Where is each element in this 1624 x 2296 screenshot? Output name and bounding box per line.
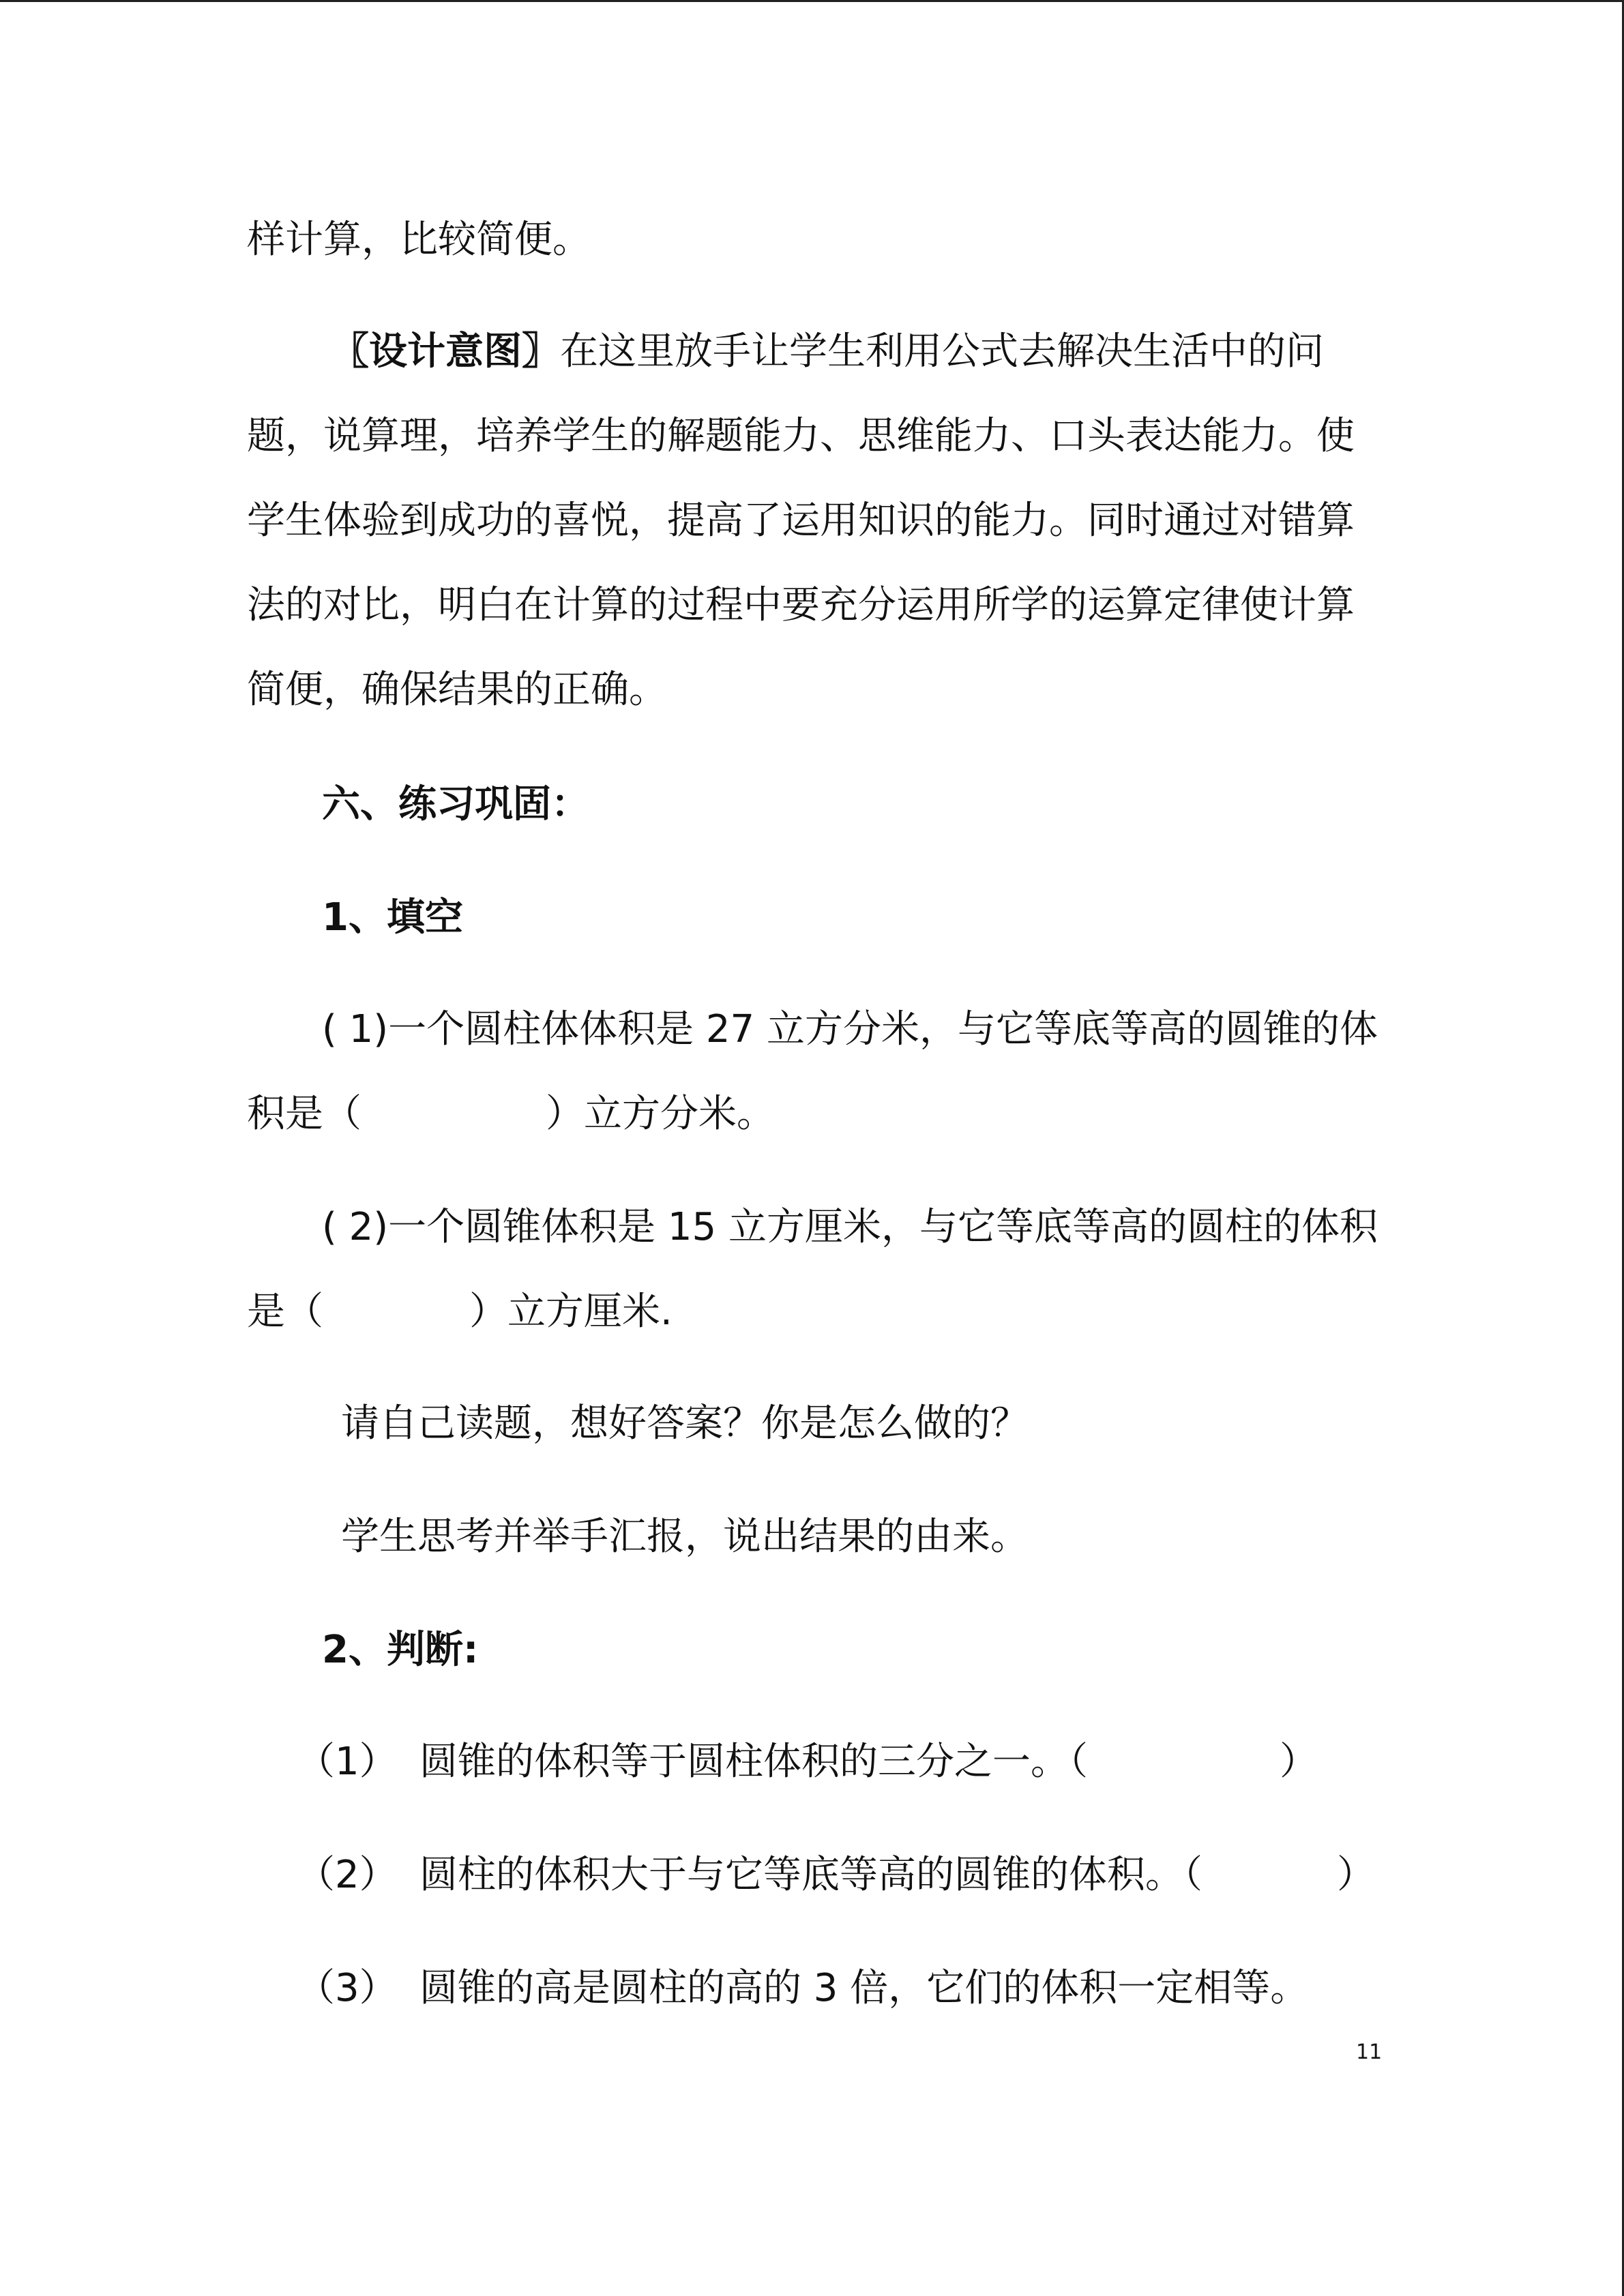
design-intent-label: 〖设计意图〗 bbox=[331, 329, 560, 374]
page-number: 11 bbox=[1356, 2040, 1383, 2064]
subheading-judgement: 2、判断: bbox=[322, 1628, 479, 1672]
question-answer-line bbox=[247, 1087, 775, 1142]
answer-suffix: ）立方厘米. bbox=[469, 1289, 673, 1334]
design-intent-text: 在这里放手让学生利用公式去解决生活中的问 bbox=[560, 329, 1324, 374]
paragraph-line: 样计算，比较简便。 bbox=[247, 218, 591, 262]
answer-prefix: 是（ bbox=[247, 1289, 323, 1334]
instruction-line: 请自己读题，想好答案？你是怎么做的？ bbox=[341, 1401, 1029, 1446]
section-heading-practice: 六、练习巩固： bbox=[322, 782, 589, 826]
paragraph-line: 法的对比，明白在计算的过程中要充分运用所学的运算定律使计算 bbox=[247, 583, 1355, 627]
design-intent-line bbox=[331, 325, 1324, 379]
judgement-item-number: （2） bbox=[297, 1853, 398, 1897]
judgement-item-number: （1） bbox=[297, 1740, 398, 1784]
question-line: ( 2)一个圆锥体积是 15 立方厘米，与它等底等高的圆柱的体积 bbox=[322, 1205, 1378, 1249]
judgement-item-close: ） bbox=[1280, 1740, 1318, 1784]
paragraph-line: 题，说算理，培养学生的解题能力、思维能力、口头表达能力。使 bbox=[247, 414, 1355, 458]
answer-suffix: ）立方分米。 bbox=[546, 1092, 775, 1136]
judgement-item-number: （3） bbox=[297, 1966, 398, 2010]
instruction-line: 学生思考并举手汇报，说出结果的由来。 bbox=[341, 1515, 1029, 1559]
paragraph-line: 简便，确保结果的正确。 bbox=[247, 668, 667, 712]
paragraph-line: 学生体验到成功的喜悦，提高了运用知识的能力。同时通过对错算 bbox=[247, 498, 1355, 543]
question-answer-line bbox=[247, 1285, 673, 1339]
question-line: ( 1)一个圆柱体体积是 27 立方分米，与它等底等高的圆锥的体 bbox=[322, 1007, 1378, 1052]
judgement-item-close: ） bbox=[1337, 1853, 1375, 1897]
judgement-item-text: 圆锥的高是圆柱的高的 3 倍，它们的体积一定相等。 bbox=[419, 1966, 1309, 2010]
page-border-top bbox=[0, 0, 1624, 2]
judgement-item-text: 圆柱的体积大于与它等底等高的圆锥的体积。（ bbox=[419, 1853, 1202, 1897]
subheading-fill-blank: 1、填空 bbox=[322, 895, 463, 940]
judgement-item-text: 圆锥的体积等于圆柱体积的三分之一。（ bbox=[419, 1740, 1088, 1784]
answer-prefix: 积是（ bbox=[247, 1092, 361, 1136]
